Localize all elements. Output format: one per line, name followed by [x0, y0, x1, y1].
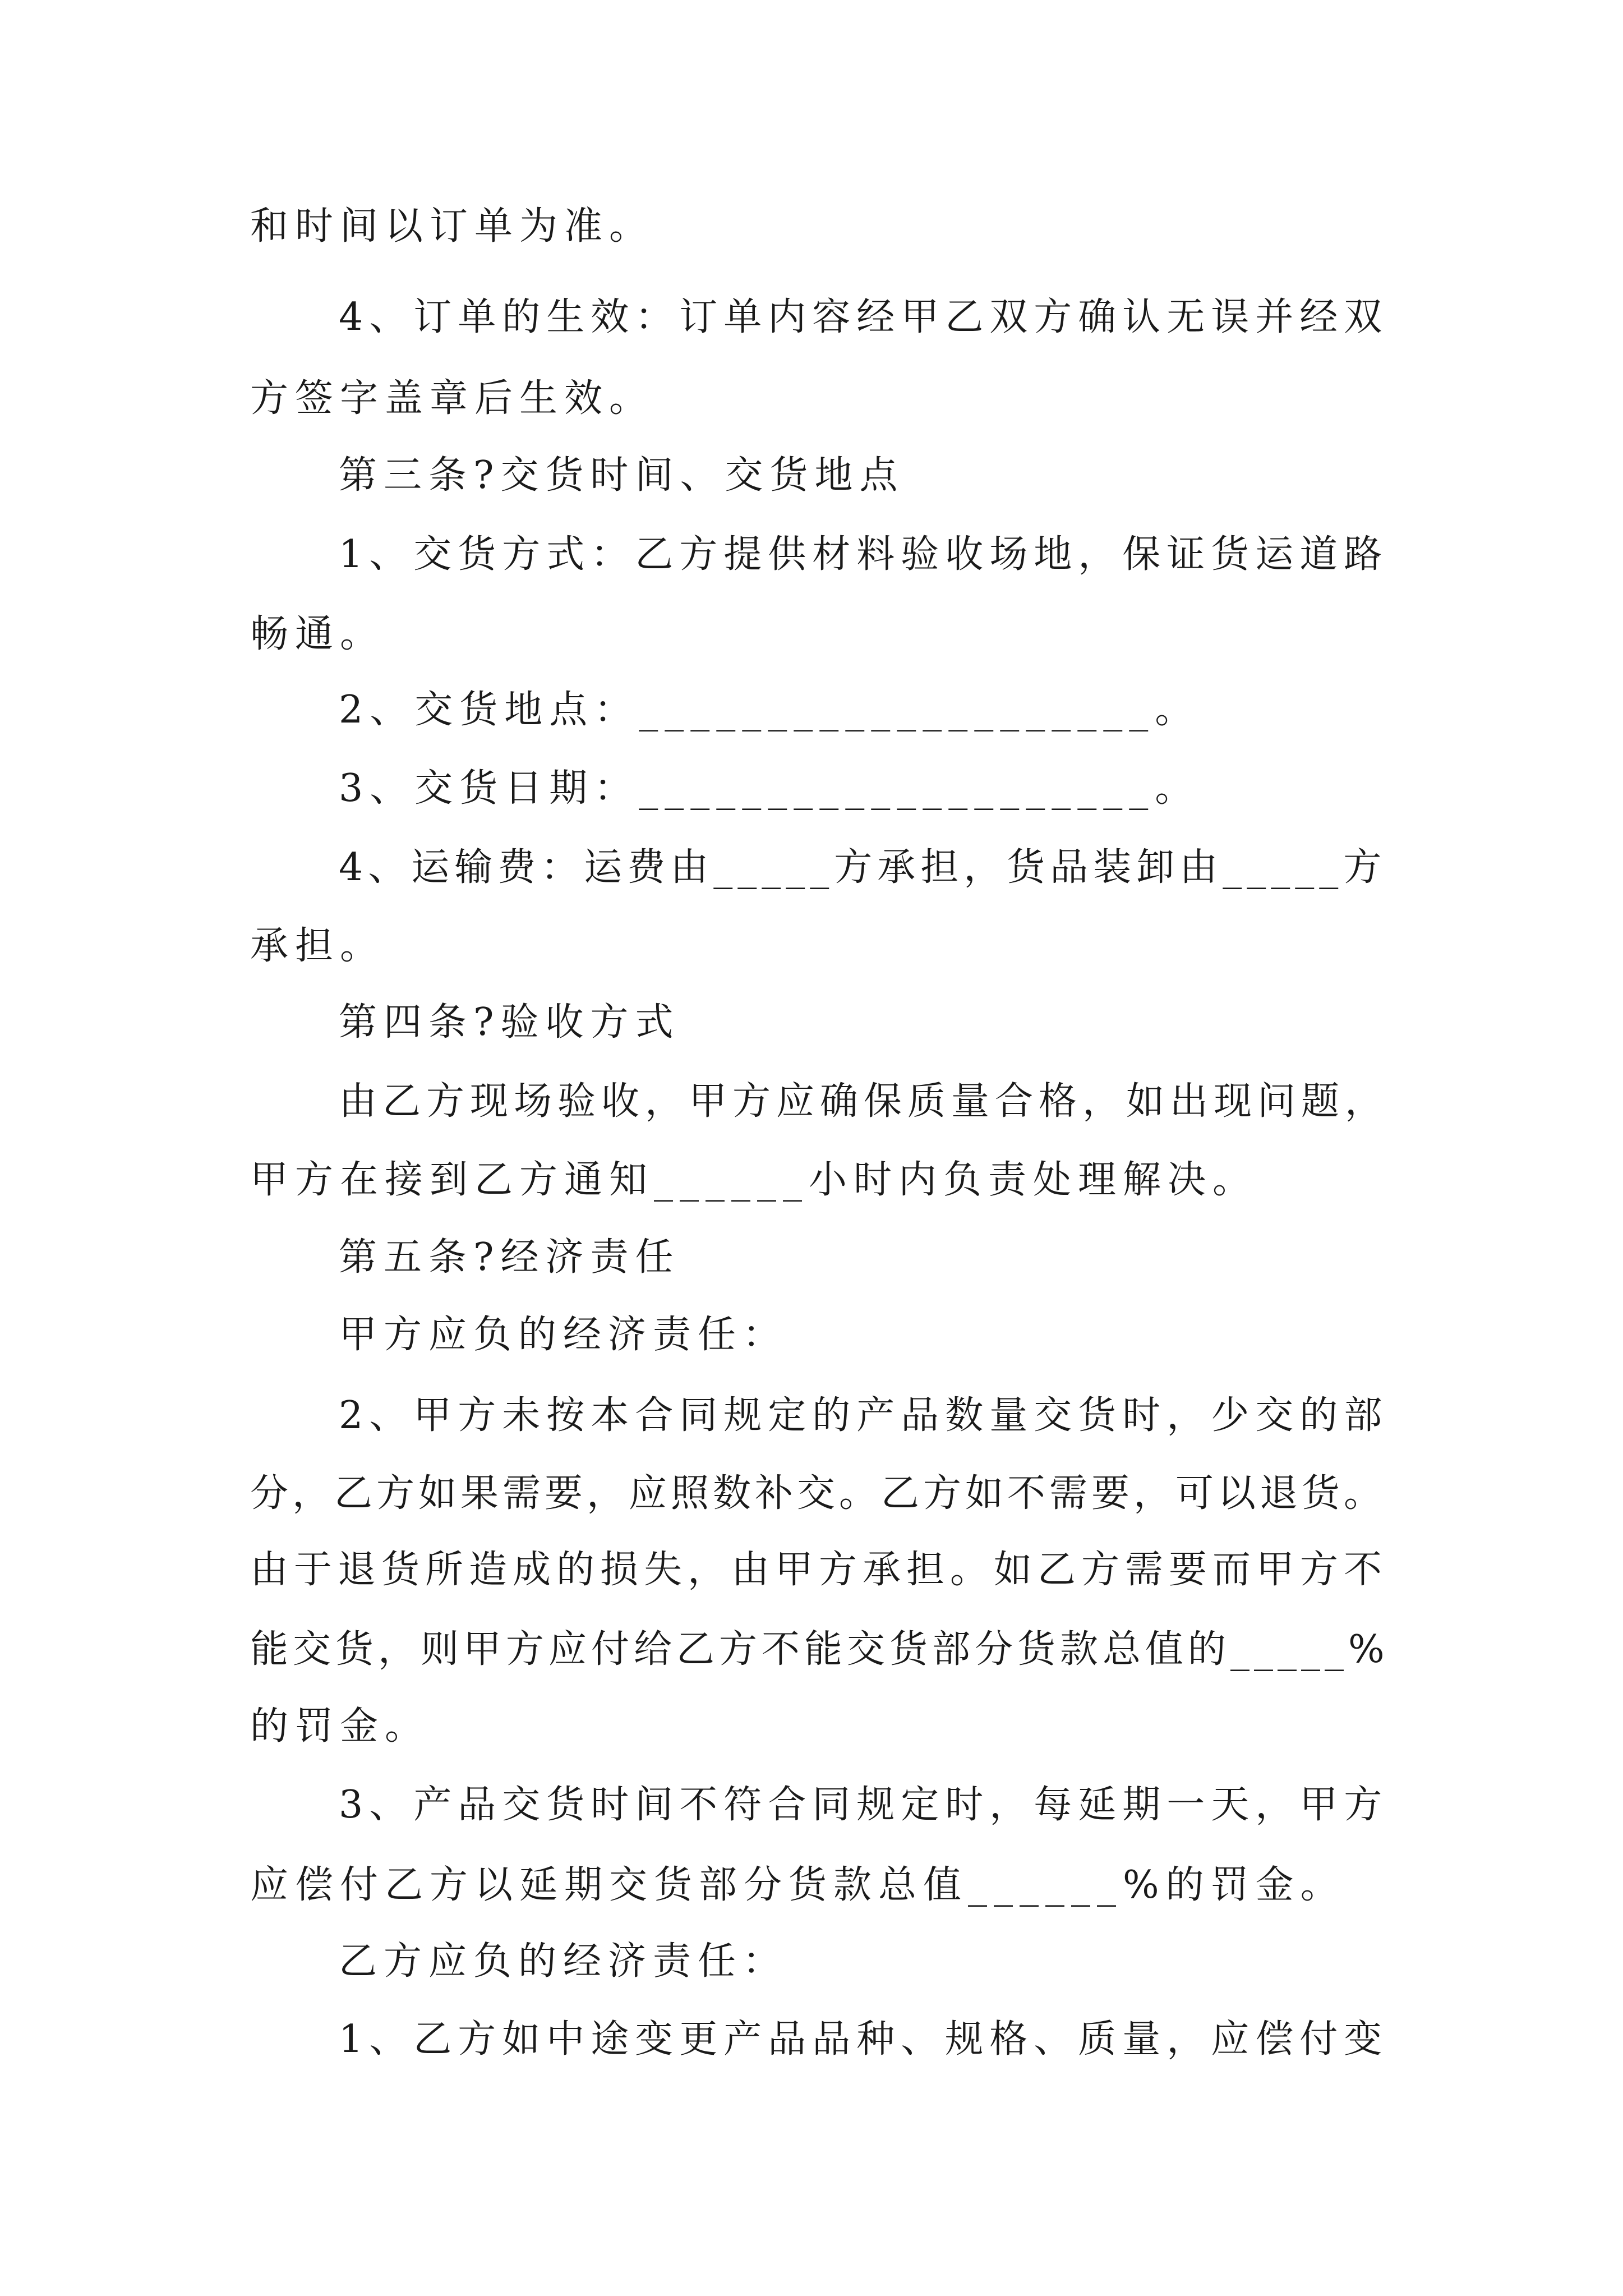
text-line: 和时间以订单为准。 [250, 204, 654, 249]
text-line: 甲方在接到乙方通知______小时内负责处理解决。 [250, 1158, 1258, 1202]
text-line: 承担。 [250, 924, 385, 968]
section-heading: 第五条?经济责任 [339, 1235, 680, 1280]
text-line: 3、交货日期：____________________。 [339, 766, 1200, 811]
text-line: 应偿付乙方以延期交货部分货款总值______%的罚金。 [250, 1863, 1345, 1907]
text-line: 2、交货地点：____________________。 [339, 688, 1200, 732]
text-line: 分，乙方如果需要，应照数补交。乙方如不需要，可以退货。 [250, 1471, 1386, 1516]
text-line: 由乙方现场验收，甲方应确保质量合格，如出现问题， [339, 1079, 1389, 1124]
text-line: 由于退货所造成的损失，由甲方承担。如乙方需要而甲方不 [250, 1548, 1388, 1592]
text-line: 乙方应负的经济责任： [339, 1939, 788, 1984]
text-line: 畅通。 [250, 612, 385, 656]
section-heading: 第四条?验收方式 [339, 1000, 680, 1045]
text-line: 1、乙方如中途变更产品品种、规格、质量，应偿付变 [339, 2017, 1389, 2062]
text-line: 4、运输费：运费由_____方承担，货品装卸由_____方 [339, 845, 1387, 890]
text-line: 4、订单的生效：订单内容经甲乙双方确认无误并经双 [339, 295, 1389, 339]
text-line: 的罚金。 [250, 1704, 430, 1749]
text-line: 2、甲方未按本合同规定的产品数量交货时，少交的部 [339, 1393, 1389, 1438]
text-line: 甲方应负的经济责任： [339, 1313, 788, 1357]
text-line: 3、产品交货时间不符合同规定时，每延期一天，甲方 [339, 1783, 1389, 1827]
text-line: 1、交货方式：乙方提供材料验收场地，保证货运道路 [339, 532, 1389, 577]
text-line: 方签字盖章后生效。 [250, 376, 654, 421]
text-line: 能交货，则甲方应付给乙方不能交货部分货款总值的_____% [250, 1627, 1389, 1672]
section-heading: 第三条?交货时间、交货地点 [339, 453, 905, 498]
